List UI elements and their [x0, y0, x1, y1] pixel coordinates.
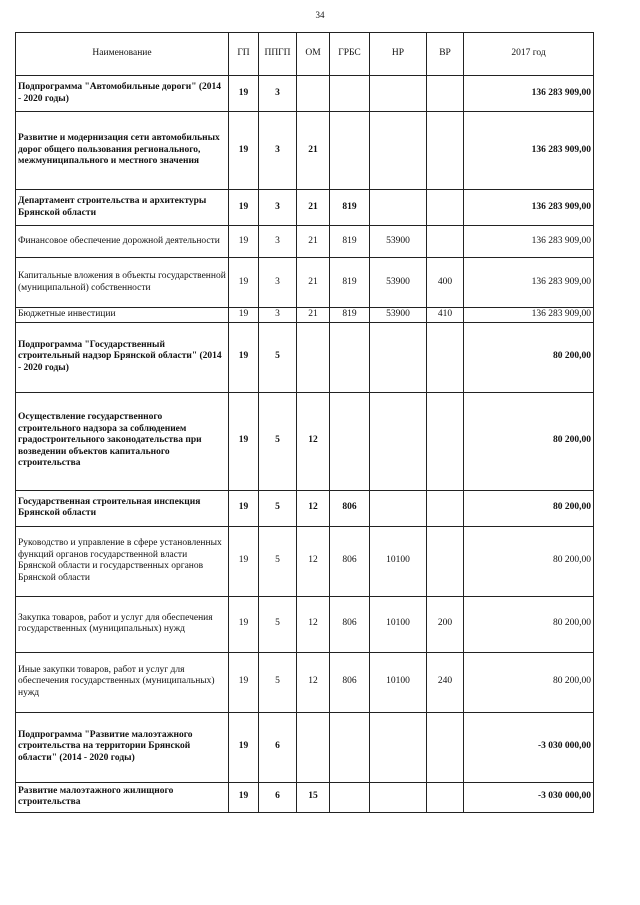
vr-cell	[427, 782, 464, 812]
vr-cell	[427, 712, 464, 782]
om-cell: 12	[297, 392, 330, 490]
table-row	[16, 490, 594, 526]
amount-cell: 136 283 909,00	[464, 112, 594, 190]
table-row	[16, 112, 594, 190]
ppgp-cell: 3	[259, 190, 297, 226]
row-name-cell: Подпрограмма "Развитие малоэтажного строительства на территории Брянской области" (2014 - 2020 годы)	[16, 712, 229, 782]
gp-cell: 19	[229, 490, 259, 526]
row-name-cell: Осуществление государственного строительного надзора за соблюдением градостроительного законодательства при возведении объектов капитального строительства	[16, 392, 229, 490]
om-cell: 12	[297, 490, 330, 526]
amount-cell: 80 200,00	[464, 596, 594, 652]
nr-cell	[370, 190, 427, 226]
amount-cell: 136 283 909,00	[464, 308, 594, 323]
column-header-gp: ГП	[229, 33, 259, 76]
gp-cell: 19	[229, 712, 259, 782]
table-row	[16, 652, 594, 712]
table-row	[16, 712, 594, 782]
grbs-cell: 819	[330, 308, 370, 323]
gp-cell: 19	[229, 258, 259, 308]
nr-cell: 10100	[370, 652, 427, 712]
gp-cell: 19	[229, 322, 259, 392]
om-cell: 12	[297, 652, 330, 712]
ppgp-cell: 5	[259, 490, 297, 526]
vr-cell	[427, 392, 464, 490]
table-row	[16, 596, 594, 652]
grbs-cell	[330, 392, 370, 490]
ppgp-cell: 5	[259, 392, 297, 490]
grbs-cell: 819	[330, 190, 370, 226]
gp-cell: 19	[229, 782, 259, 812]
table-body	[16, 76, 594, 813]
vr-cell: 410	[427, 308, 464, 323]
om-cell: 21	[297, 308, 330, 323]
budget-table	[15, 32, 594, 813]
om-cell: 12	[297, 596, 330, 652]
nr-cell	[370, 322, 427, 392]
table-row	[16, 226, 594, 258]
vr-cell	[427, 526, 464, 596]
nr-cell: 53900	[370, 258, 427, 308]
amount-cell: 136 283 909,00	[464, 76, 594, 112]
row-name-cell: Департамент строительства и архитектуры Брянской области	[16, 190, 229, 226]
om-cell	[297, 76, 330, 112]
gp-cell: 19	[229, 526, 259, 596]
table-row	[16, 190, 594, 226]
om-cell: 21	[297, 112, 330, 190]
grbs-cell	[330, 112, 370, 190]
gp-cell: 19	[229, 652, 259, 712]
row-name-cell: Финансовое обеспечение дорожной деятельности	[16, 226, 229, 258]
amount-cell: 136 283 909,00	[464, 258, 594, 308]
row-name-cell: Подпрограмма "Государственный строительный надзор Брянской области" (2014 - 2020 годы)	[16, 322, 229, 392]
page-number: 34	[315, 10, 325, 20]
ppgp-cell: 6	[259, 782, 297, 812]
nr-cell: 10100	[370, 526, 427, 596]
om-cell	[297, 322, 330, 392]
grbs-cell: 806	[330, 596, 370, 652]
column-header-name: Наименование	[16, 33, 229, 76]
row-name-cell: Закупка товаров, работ и услуг для обеспечения государственных (муниципальных) нужд	[16, 596, 229, 652]
ppgp-cell: 3	[259, 112, 297, 190]
nr-cell	[370, 76, 427, 112]
amount-cell: 80 200,00	[464, 652, 594, 712]
om-cell: 21	[297, 190, 330, 226]
column-header-vr: ВР	[427, 33, 464, 76]
ppgp-cell: 3	[259, 226, 297, 258]
amount-cell: 80 200,00	[464, 526, 594, 596]
column-header-year: 2017 год	[464, 33, 594, 76]
vr-cell: 200	[427, 596, 464, 652]
om-cell: 21	[297, 226, 330, 258]
ppgp-cell: 6	[259, 712, 297, 782]
grbs-cell: 806	[330, 652, 370, 712]
amount-cell: 136 283 909,00	[464, 190, 594, 226]
ppgp-cell: 3	[259, 76, 297, 112]
column-header-nr: НР	[370, 33, 427, 76]
row-name-cell: Государственная строительная инспекция Брянской области	[16, 490, 229, 526]
gp-cell: 19	[229, 190, 259, 226]
om-cell: 15	[297, 782, 330, 812]
ppgp-cell: 5	[259, 596, 297, 652]
nr-cell	[370, 392, 427, 490]
grbs-cell: 819	[330, 226, 370, 258]
nr-cell	[370, 782, 427, 812]
grbs-cell	[330, 322, 370, 392]
table-row	[16, 322, 594, 392]
grbs-cell	[330, 712, 370, 782]
vr-cell	[427, 76, 464, 112]
amount-cell: 80 200,00	[464, 322, 594, 392]
gp-cell: 19	[229, 308, 259, 323]
vr-cell: 400	[427, 258, 464, 308]
grbs-cell: 806	[330, 526, 370, 596]
grbs-cell: 806	[330, 490, 370, 526]
nr-cell	[370, 112, 427, 190]
ppgp-cell: 3	[259, 308, 297, 323]
row-name-cell: Капитальные вложения в объекты государственной (муниципальной) собственности	[16, 258, 229, 308]
gp-cell: 19	[229, 76, 259, 112]
ppgp-cell: 5	[259, 652, 297, 712]
gp-cell: 19	[229, 226, 259, 258]
table-row	[16, 308, 594, 323]
row-name-cell: Подпрограмма "Автомобильные дороги" (2014 - 2020 годы)	[16, 76, 229, 112]
nr-cell	[370, 490, 427, 526]
row-name-cell: Иные закупки товаров, работ и услуг для обеспечения государственных (муниципальных) нужд	[16, 652, 229, 712]
grbs-cell: 819	[330, 258, 370, 308]
table-row	[16, 258, 594, 308]
om-cell: 21	[297, 258, 330, 308]
om-cell: 12	[297, 526, 330, 596]
column-header-grbs: ГРБС	[330, 33, 370, 76]
gp-cell: 19	[229, 392, 259, 490]
table-header-row	[16, 33, 594, 76]
nr-cell: 53900	[370, 226, 427, 258]
vr-cell: 240	[427, 652, 464, 712]
ppgp-cell: 5	[259, 526, 297, 596]
grbs-cell	[330, 76, 370, 112]
om-cell	[297, 712, 330, 782]
row-name-cell: Бюджетные инвестиции	[16, 308, 229, 323]
amount-cell: 136 283 909,00	[464, 226, 594, 258]
row-name-cell: Развитие малоэтажного жилищного строительства	[16, 782, 229, 812]
nr-cell: 53900	[370, 308, 427, 323]
column-header-om: ОМ	[297, 33, 330, 76]
ppgp-cell: 5	[259, 322, 297, 392]
amount-cell: -3 030 000,00	[464, 712, 594, 782]
vr-cell	[427, 226, 464, 258]
grbs-cell	[330, 782, 370, 812]
amount-cell: -3 030 000,00	[464, 782, 594, 812]
nr-cell	[370, 712, 427, 782]
vr-cell	[427, 490, 464, 526]
vr-cell	[427, 322, 464, 392]
table-row	[16, 526, 594, 596]
nr-cell: 10100	[370, 596, 427, 652]
table-row	[16, 76, 594, 112]
table-row	[16, 392, 594, 490]
column-header-ppgp: ППГП	[259, 33, 297, 76]
gp-cell: 19	[229, 596, 259, 652]
vr-cell	[427, 112, 464, 190]
amount-cell: 80 200,00	[464, 392, 594, 490]
vr-cell	[427, 190, 464, 226]
row-name-cell: Руководство и управление в сфере установленных функций органов государственной власти Брянской области и государственных органов Брянской области	[16, 526, 229, 596]
amount-cell: 80 200,00	[464, 490, 594, 526]
row-name-cell: Развитие и модернизация сети автомобильных дорог общего пользования регионального, межмуниципального и местного значения	[16, 112, 229, 190]
gp-cell: 19	[229, 112, 259, 190]
table-row	[16, 782, 594, 812]
ppgp-cell: 3	[259, 258, 297, 308]
